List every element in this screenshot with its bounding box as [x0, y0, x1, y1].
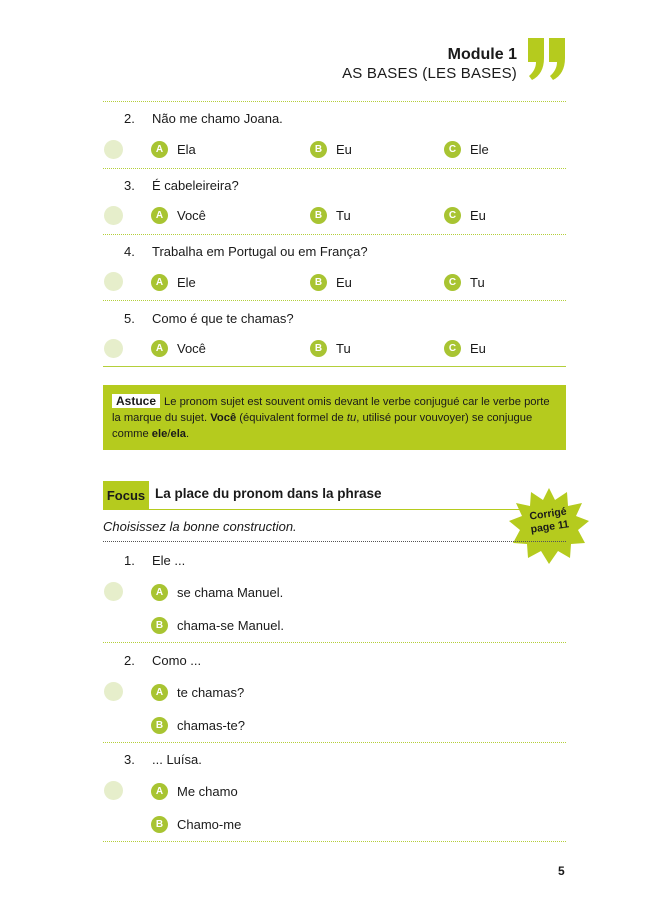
corrige-page: page 11: [529, 518, 570, 536]
option-text: Eu: [336, 142, 352, 157]
option-text: chama-se Manuel.: [177, 618, 284, 633]
option-letter-badge: C: [444, 274, 461, 291]
option-a[interactable]: [151, 584, 283, 601]
option-text: Você: [177, 341, 206, 356]
divider: [103, 300, 566, 301]
option-letter-badge: A: [151, 141, 168, 158]
option-text: te chamas?: [177, 685, 245, 700]
option-text: Ele: [470, 142, 489, 157]
option-letter-badge: C: [444, 340, 461, 357]
option-b[interactable]: [310, 141, 352, 158]
answer-bullet[interactable]: [104, 206, 123, 225]
option-a[interactable]: [151, 207, 206, 224]
answer-bullet[interactable]: [104, 339, 123, 358]
option-b[interactable]: [151, 617, 284, 634]
option-letter-badge: B: [310, 141, 327, 158]
question-number: 5.: [124, 311, 135, 326]
option-letter-badge: B: [310, 340, 327, 357]
question-number: 2.: [124, 111, 135, 126]
option-text: Chamo-me: [177, 817, 242, 832]
option-letter-badge: A: [151, 684, 168, 701]
option-text: Eu: [470, 208, 486, 223]
question-number: 1.: [124, 553, 135, 568]
option-a[interactable]: [151, 141, 196, 158]
quote-mark-icon: [526, 36, 568, 82]
question-text: Ele ...: [152, 553, 186, 568]
question-text: Trabalha em Portugal ou em França?: [152, 244, 368, 259]
focus-underline: [103, 509, 566, 510]
astuce-box: [103, 385, 566, 450]
option-c[interactable]: [444, 274, 485, 291]
divider: [103, 742, 566, 743]
question-text: É cabeleireira?: [152, 178, 239, 193]
option-text: Tu: [470, 275, 485, 290]
option-a[interactable]: [151, 783, 238, 800]
option-a[interactable]: [151, 274, 196, 291]
question-number: 2.: [124, 653, 135, 668]
option-text: Eu: [470, 341, 486, 356]
corrige-text: Corrigé: [528, 505, 568, 523]
divider: [103, 234, 566, 235]
section-end-line: [103, 366, 566, 367]
option-a[interactable]: [151, 684, 244, 701]
question-number: 3.: [124, 752, 135, 767]
divider: [103, 101, 566, 102]
option-text: Me chamo: [177, 784, 238, 799]
astuce-bold: Você: [210, 412, 237, 424]
option-letter-badge: B: [151, 816, 168, 833]
answer-bullet[interactable]: [104, 140, 123, 159]
option-letter-badge: A: [151, 783, 168, 800]
option-letter-badge: B: [151, 617, 168, 634]
divider: [103, 841, 566, 842]
question-number: 4.: [124, 244, 135, 259]
answer-bullet[interactable]: [104, 682, 123, 701]
option-letter-badge: A: [151, 584, 168, 601]
astuce-text: /: [167, 428, 171, 440]
answer-bullet[interactable]: [104, 582, 123, 601]
option-c[interactable]: [444, 141, 489, 158]
option-text: chamas-te?: [177, 718, 245, 733]
astuce-text: .: [186, 428, 190, 440]
option-b[interactable]: [151, 816, 241, 833]
option-letter-badge: B: [151, 717, 168, 734]
astuce-text: (équivalent formel de: [236, 412, 347, 424]
option-c[interactable]: [444, 340, 486, 357]
divider: [103, 541, 566, 542]
astuce-text: , utilisé pour vouvoyer) se conjugue comme: [112, 412, 533, 440]
module-title: Module 1: [447, 46, 517, 63]
focus-title: La place du pronom dans la phrase: [155, 486, 382, 501]
question-text: Como ...: [152, 653, 202, 668]
focus-tag: Focus: [103, 481, 149, 509]
astuce-bold: ele: [151, 428, 168, 440]
divider: [103, 642, 566, 643]
option-a[interactable]: [151, 340, 206, 357]
option-text: Tu: [336, 208, 351, 223]
question-text: ... Luísa.: [152, 752, 202, 767]
option-letter-badge: C: [444, 141, 461, 158]
astuce-tag: Astuce: [112, 394, 160, 408]
instruction: Choisissez la bonne construction.: [103, 519, 297, 534]
question-text: Não me chamo Joana.: [152, 111, 283, 126]
option-letter-badge: B: [310, 274, 327, 291]
option-b[interactable]: [310, 207, 351, 224]
option-text: se chama Manuel.: [177, 585, 284, 600]
option-text: Tu: [336, 341, 351, 356]
option-letter-badge: A: [151, 207, 168, 224]
astuce-bold: ela: [170, 428, 187, 440]
page-number: 5: [558, 864, 565, 878]
option-letter-badge: A: [151, 274, 168, 291]
astuce-italic: tu: [346, 412, 357, 424]
answer-bullet[interactable]: [104, 781, 123, 800]
astuce-text: Le pronom sujet est souvent omis devant le verbe conjugué car le verbe porte la marque du sujet.: [112, 396, 550, 424]
option-text: Você: [177, 208, 206, 223]
option-b[interactable]: [310, 274, 352, 291]
option-letter-badge: A: [151, 340, 168, 357]
divider: [103, 168, 566, 169]
question-text: Como é que te chamas?: [152, 311, 294, 326]
option-text: Ela: [177, 142, 196, 157]
option-text: Eu: [336, 275, 352, 290]
option-c[interactable]: [444, 207, 486, 224]
question-number: 3.: [124, 178, 135, 193]
option-b[interactable]: [310, 340, 351, 357]
option-letter-badge: C: [444, 207, 461, 224]
answer-bullet[interactable]: [104, 272, 123, 291]
option-letter-badge: B: [310, 207, 327, 224]
option-text: Ele: [177, 275, 196, 290]
option-b[interactable]: [151, 717, 245, 734]
module-subtitle: AS BASES (LES BASES): [342, 65, 517, 82]
